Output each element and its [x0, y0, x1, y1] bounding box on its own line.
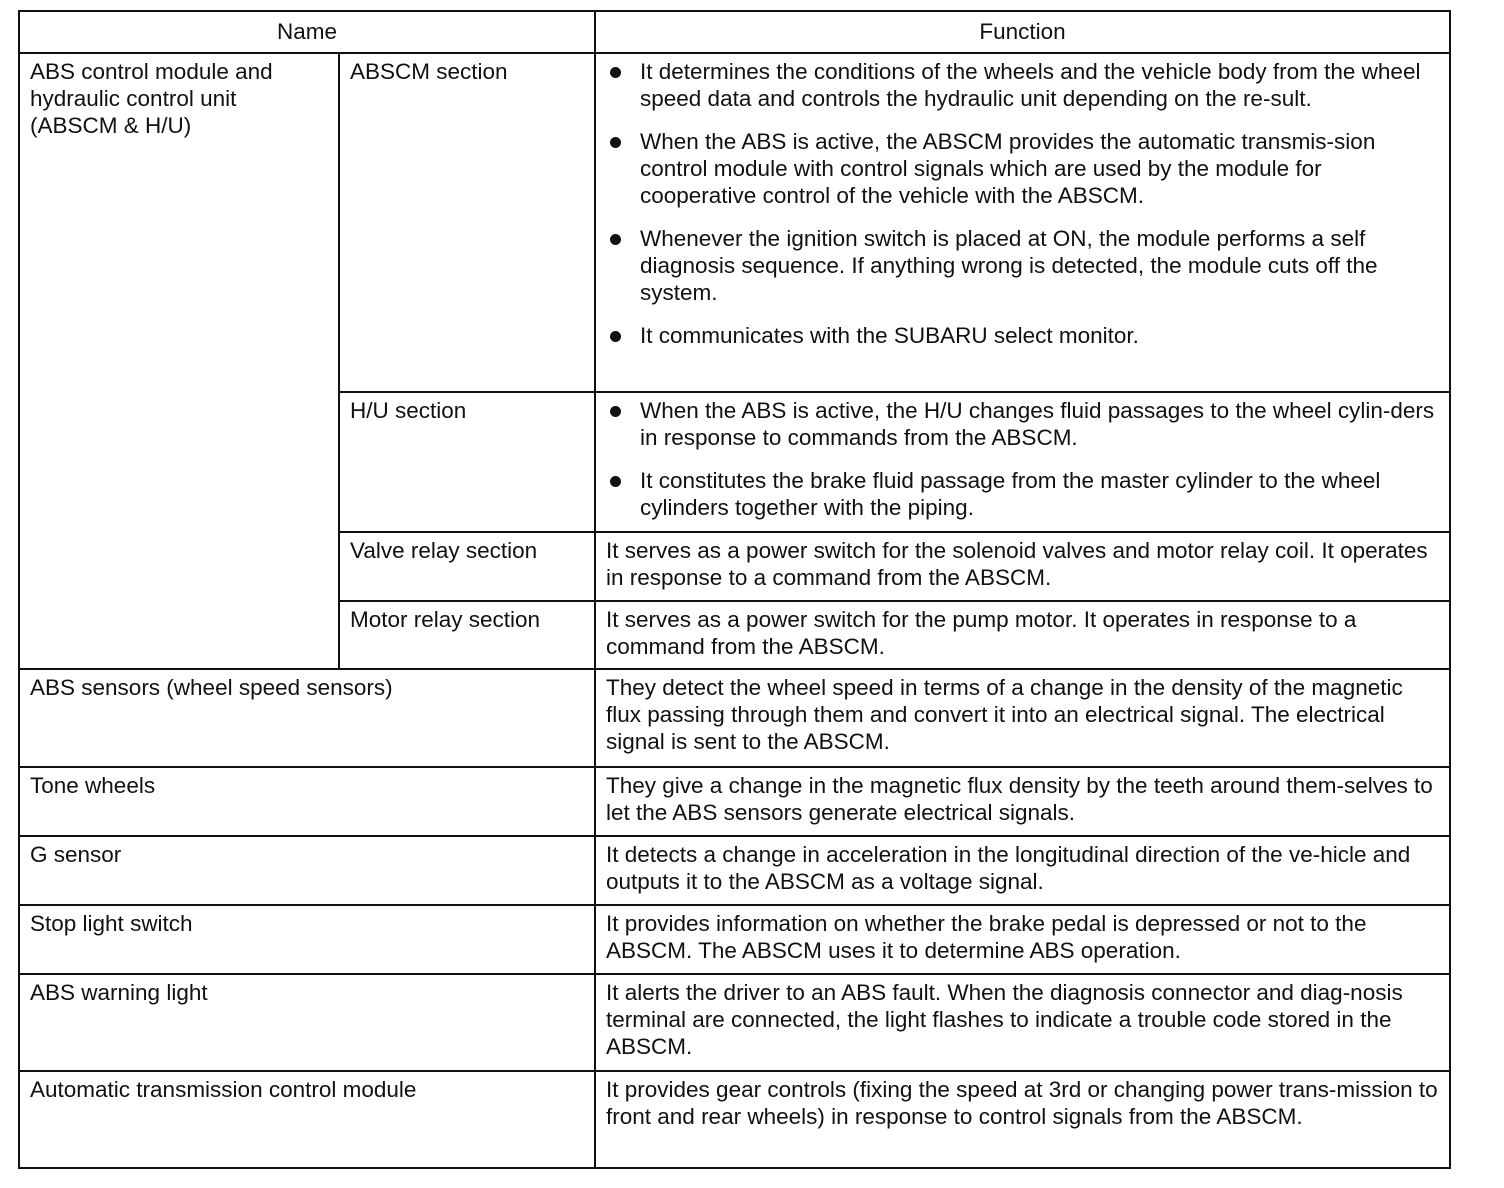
bullet-list [606, 58, 1441, 349]
function-cell: They give a change in the magnetic flux density by the teeth around them-selves to let the ABS sensors generate electrical signals. [595, 767, 1450, 836]
function-cell: It detects a change in acceleration in the longitudinal direction of the ve-hicle and outputs it to the ABSCM as a voltage signal. [595, 836, 1450, 905]
function-cell [595, 53, 1450, 392]
table-row [19, 905, 1450, 974]
table-row [19, 836, 1450, 905]
section-name-cell: Valve relay section [339, 532, 595, 601]
table-row [19, 669, 1450, 767]
bullet-text: When the ABS is active, the H/U changes fluid passages to the wheel cylin-ders in response to commands from the ABSCM. [640, 398, 1435, 450]
bullet-icon [610, 234, 621, 245]
list-item [606, 467, 1441, 521]
name-cell: G sensor [19, 836, 595, 905]
name-cell: Automatic transmission control module [19, 1071, 595, 1168]
table-row [19, 974, 1450, 1071]
bullet-icon [610, 67, 621, 78]
function-cell: It provides information on whether the brake pedal is depressed or not to the ABSCM. The ABSCM uses it to determine ABS operation. [595, 905, 1450, 974]
name-cell: ABS warning light [19, 974, 595, 1071]
abs-components-table [18, 10, 1451, 1169]
bullet-icon [610, 406, 621, 417]
function-cell: It serves as a power switch for the pump motor. It operates in response to a command from the ABSCM. [595, 601, 1450, 669]
list-item [606, 225, 1441, 306]
section-name-cell: Motor relay section [339, 601, 595, 669]
bullet-icon [610, 331, 621, 342]
list-item [606, 58, 1441, 112]
table-row [19, 1071, 1450, 1168]
header-name: Name [19, 11, 595, 53]
bullet-text: Whenever the ignition switch is placed at ON, the module performs a self diagnosis sequence. If anything wrong is detected, the module cuts off the system. [640, 226, 1378, 305]
list-item [606, 322, 1441, 349]
function-cell: It alerts the driver to an ABS fault. When the diagnosis connector and diag-nosis terminal are connected, the light flashes to indicate a trouble code stored in the ABSCM. [595, 974, 1450, 1071]
bullet-text: It constitutes the brake fluid passage from the master cylinder to the wheel cylinders together with the piping. [640, 468, 1381, 520]
section-name-cell: ABSCM section [339, 53, 595, 392]
name-cell: ABS sensors (wheel speed sensors) [19, 669, 595, 767]
bullet-text: When the ABS is active, the ABSCM provides the automatic transmis-sion control module with control signals which are used by the module for cooperative control of the vehicle with the ABSCM. [640, 129, 1376, 208]
function-cell: It provides gear controls (fixing the speed at 3rd or changing power trans-mission to front and rear wheels) in response to control signals from the ABSCM. [595, 1071, 1450, 1168]
function-cell: They detect the wheel speed in terms of a change in the density of the magnetic flux passing through them and convert it into an electrical signal. The electrical signal is sent to the ABSCM. [595, 669, 1450, 767]
group-name-cell: ABS control module and hydraulic control unit (ABSCM & H/U) [19, 53, 339, 669]
table-header-row [19, 11, 1450, 53]
bullet-icon [610, 137, 621, 148]
header-function: Function [595, 11, 1450, 53]
table-row [19, 53, 1450, 392]
bullet-list [606, 397, 1441, 521]
list-item [606, 128, 1441, 209]
name-cell: Tone wheels [19, 767, 595, 836]
function-cell [595, 392, 1450, 532]
bullet-text: It communicates with the SUBARU select monitor. [640, 323, 1139, 348]
bullet-text: It determines the conditions of the wheels and the vehicle body from the wheel speed data and controls the hydraulic unit depending on the re-sult. [640, 59, 1421, 111]
name-cell: Stop light switch [19, 905, 595, 974]
function-cell: It serves as a power switch for the solenoid valves and motor relay coil. It operates in response to a command from the ABSCM. [595, 532, 1450, 601]
table-row [19, 767, 1450, 836]
section-name-cell: H/U section [339, 392, 595, 532]
list-item [606, 397, 1441, 451]
bullet-icon [610, 476, 621, 487]
